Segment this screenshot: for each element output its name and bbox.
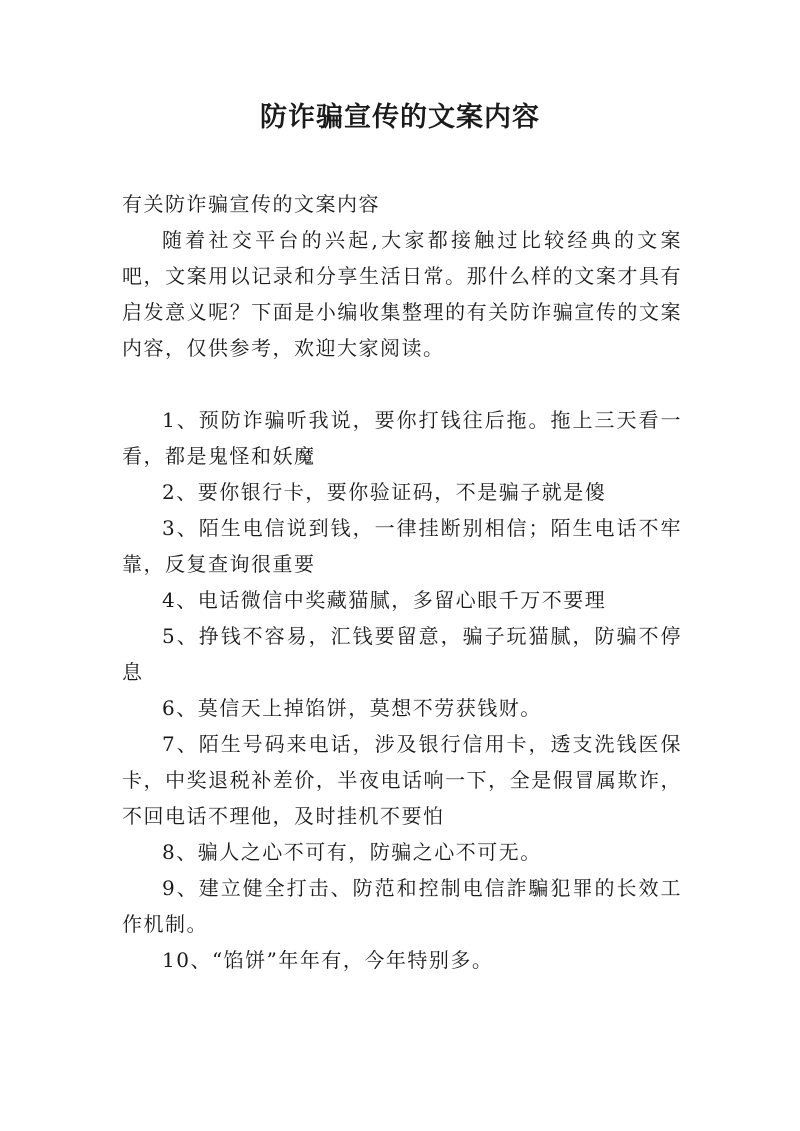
paragraph-gap (122, 366, 682, 402)
list-item: 1、预防诈骗听我说，要你打钱往后拖。拖上三天看一看，都是鬼怪和妖魔 (122, 408, 682, 468)
list-item: 5、挣钱不容易，汇钱要留意，骗子玩猫腻，防骗不停息 (122, 624, 682, 684)
list-item: 4、电话微信中奖藏猫腻，多留心眼千万不要理 (162, 588, 607, 612)
list-item: 10、“馅饼”年年有，今年特别多。 (162, 948, 494, 972)
list-item: 9、建立健全打击、防范和控制电信詐騙犯罪的长效工作机制。 (122, 876, 682, 936)
intro-paragraph: 随着社交平台的兴起,大家都接触过比较经典的文案吧，文案用以记录和分享生活日常。那什么样的文案才具有启发意义呢？下面是小编收集整理的有关防诈骗宣传的文案内容，仅供参考，欢迎大家阅读。 (122, 228, 682, 360)
list-item: 2、要你银行卡，要你验证码，不是骗子就是傻 (162, 480, 607, 504)
list-item: 8、骗人之心不可有，防骗之心不可无。 (162, 840, 542, 864)
list-item: 3、陌生电信说到钱，一律挂断别相信；陌生电话不牢靠，反复查询很重要 (122, 516, 682, 576)
document-body (122, 186, 682, 978)
list-item: 7、陌生号码来电话，涉及银行信用卡，透支洗钱医保卡，中奖退税补差价，半夜电话响一下，全是假冒属欺诈，不回电话不理他，及时挂机不要怕 (122, 732, 682, 828)
list-item: 6、莫信天上掉馅饼，莫想不劳获钱财。 (162, 696, 542, 720)
subheading: 有关防诈骗宣传的文案内容 (122, 192, 380, 216)
document-title: 防诈骗宣传的文案内容 (260, 102, 540, 133)
